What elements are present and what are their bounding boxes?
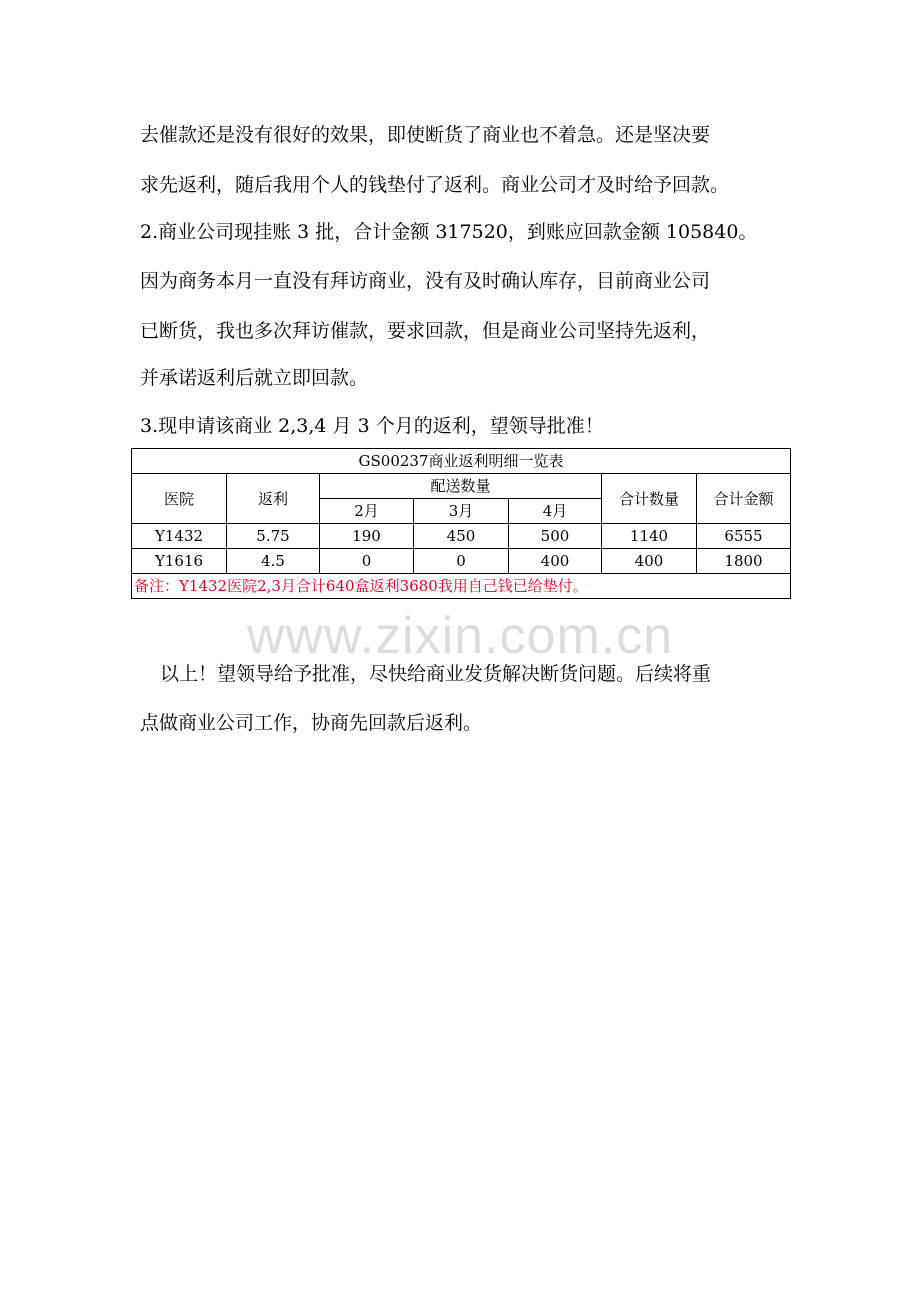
cell-total-qty: 400	[602, 549, 697, 574]
table-row	[132, 549, 791, 574]
header-month-2: 2月	[320, 499, 414, 524]
header-month-3: 3月	[414, 499, 509, 524]
paragraph-line: 去催款还是没有很好的效果，即使断货了商业也不着急。还是坚决要	[140, 124, 711, 146]
cell-rebate: 5.75	[227, 524, 320, 549]
table-note: 备注：Y1432医院2,3月合计640盒返利3680我用自己钱已给垫付。	[132, 574, 791, 599]
paragraph-line: 并承诺返利后就立即回款。	[140, 367, 369, 389]
cell-hospital: Y1432	[132, 524, 227, 549]
cell-month-4: 400	[509, 549, 602, 574]
paragraph-line: 2.商业公司现挂账 3 批，合计金额 317520，到账应回款金额 105840。	[140, 221, 758, 243]
watermark: www.zixin.com.cn	[246, 607, 674, 665]
paragraph-line: 求先返利，随后我用个人的钱垫付了返利。商业公司才及时给予回款。	[140, 174, 730, 196]
cell-month-4: 500	[509, 524, 602, 549]
header-delivery-qty: 配送数量	[320, 474, 602, 499]
rebate-detail-table	[131, 448, 791, 599]
header-total-qty: 合计数量	[602, 474, 697, 524]
cell-hospital: Y1616	[132, 549, 227, 574]
paragraph-line: 因为商务本月一直没有拜访商业，没有及时确认库存，目前商业公司	[140, 270, 711, 292]
cell-month-3: 450	[414, 524, 509, 549]
cell-month-2: 190	[320, 524, 414, 549]
header-hospital: 医院	[132, 474, 227, 524]
paragraph-line: 已断货，我也多次拜访催款，要求回款，但是商业公司坚持先返利，	[140, 320, 711, 342]
table-title: GS00237商业返利明细一览表	[132, 449, 791, 474]
cell-total-amount: 1800	[697, 549, 791, 574]
closing-line: 以上！望领导给予批准，尽快给商业发货解决断货问题。后续将重	[160, 663, 712, 685]
header-rebate: 返利	[227, 474, 320, 524]
cell-month-3: 0	[414, 549, 509, 574]
cell-total-amount: 6555	[697, 524, 791, 549]
cell-rebate: 4.5	[227, 549, 320, 574]
cell-month-2: 0	[320, 549, 414, 574]
paragraph-line: 3.现申请该商业 2,3,4 月 3 个月的返利，望领导批准！	[140, 415, 604, 437]
header-total-amount: 合计金额	[697, 474, 791, 524]
closing-line: 点做商业公司工作，协商先回款后返利。	[140, 712, 483, 734]
header-month-4: 4月	[509, 499, 602, 524]
table-row	[132, 524, 791, 549]
cell-total-qty: 1140	[602, 524, 697, 549]
